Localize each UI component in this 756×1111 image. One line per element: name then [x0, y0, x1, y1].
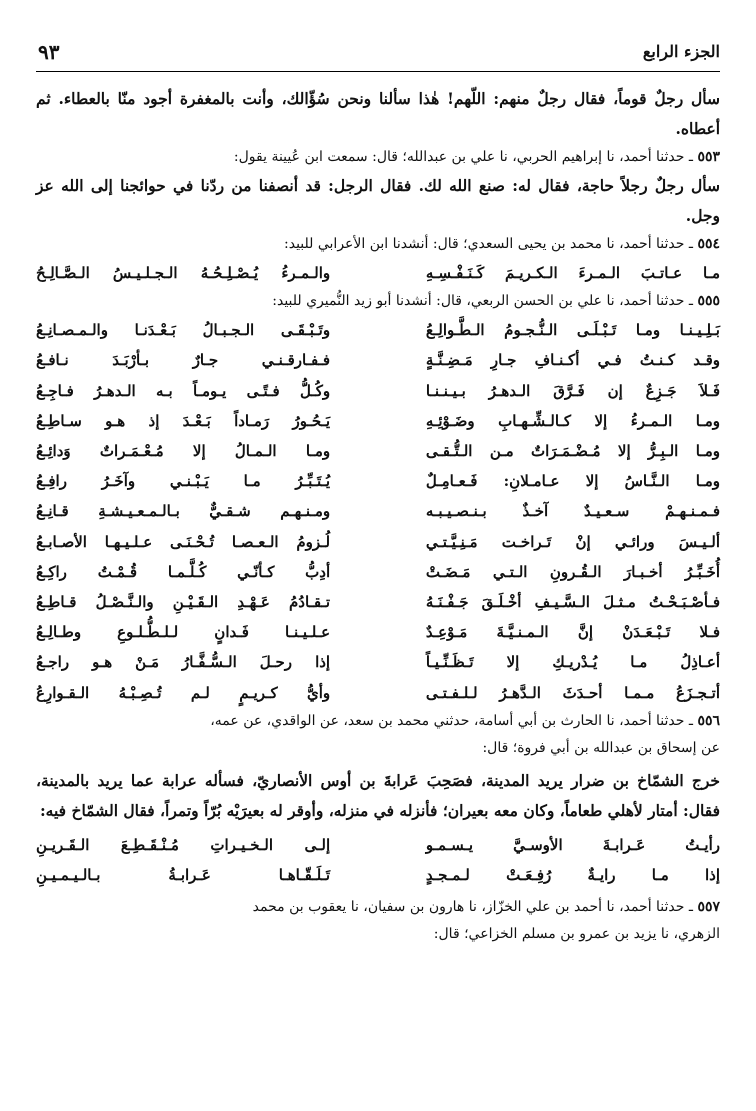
second-hemistich: فـفـارقـنـي جـارٌ بـأرْبَـدَ نـافـعُ	[36, 351, 331, 370]
hadith-number: ٥٥٦	[697, 712, 720, 729]
verse-line	[36, 860, 720, 890]
second-hemistich: ومـا الـمـالُ إلا مُـعْـمَـراتٌ وَدائِـعُ	[36, 442, 331, 461]
verse-line	[36, 557, 720, 587]
first-hemistich: ومـا الـنَّـاسُ إلا عـامـلانِ: فَـعـامِـلٌ	[425, 472, 720, 491]
first-hemistich: ومـا الـبِـرُّ إلا مُـضْـمَـرَاتٌ مـن الـتُّـقـى	[425, 442, 720, 461]
header-rule	[36, 71, 720, 72]
second-hemistich: وكُـلُّ فـتًـى يـومـاً بـه الـدهـرُ فـاجِـعُ	[36, 381, 331, 400]
second-hemistich: وأيُّ كـريـمٍ لـم تُـصِـبْـهُ الـقـوارِعُ	[36, 683, 331, 702]
hadith-555-chain	[36, 288, 720, 315]
hadith-556-text: خرج الشمّاخ بن ضرار يريد المدينة، فصَحِبَ عَرابةَ بن أوس الأنصاريّ، فسأله عرابة عما يريد بالمدينة، فقال: أمتار لأهلي طعاماً، وكان معه بعيران؛ فأنزله في منزله، وأوقر له بعيرَيْه بُرّاً وتمراً، فقال الشمّاخ فيه:	[36, 770, 720, 820]
second-hemistich: تـقـادُمُ عَـهْـدِ الـقَـيْـنِ والـنَّـصْـلُ قـاطِـعُ	[36, 592, 331, 611]
verse-line	[36, 677, 720, 707]
first-hemistich: ألـيـسَ ورائـي إنْ تَـراخـت مَـنِـيَّـتـي	[425, 532, 720, 551]
hadith-number: ٥٥٥	[697, 293, 720, 310]
verse-line	[36, 436, 720, 466]
first-hemistich: بَـلِـيـنـا ومـا تَـبْـلَـى الـنُّـجـومُ الـطَّـوالِـعُ	[425, 321, 720, 340]
verse-line	[36, 345, 720, 375]
page-body	[36, 84, 720, 948]
second-hemistich: والـمـرءُ يُـصْـلِـحُـهُ الـجـلـيـسُ الـصَّـالِـحُ	[36, 264, 331, 283]
hadith-556-chain-cont: عن إسحاق بن عبدالله بن أبي فروة؛ قال:	[482, 739, 720, 756]
first-hemistich: إذا مـا رايـةٌ رُفِـعَـتْ لـمـجـدٍ	[425, 865, 720, 884]
part-title: الجزء الرابع	[642, 42, 720, 61]
second-hemistich: إلـى الـخـيـراتِ مُـنْـقَـطِـعَ الـقَـريـنِ	[36, 835, 331, 854]
second-hemistich: ومـنـهـم شـقـيٌّ بـالـمـعـيـشـةِ قـانِـعُ	[36, 502, 331, 521]
second-hemistich: يَـحُـورُ رَمـاداً بَـعْـدَ إذ هـو سـاطِـعُ	[36, 411, 331, 430]
first-hemistich: أعـاذِلُ مـا يُـدْريـكِ إلا تَـظَـنِّـيـاً	[425, 653, 720, 672]
verse-line	[36, 496, 720, 526]
first-hemistich: ومـا الـمـرءُ إلا كـالـشِّـهـابِ وضَـوْئِـهِ	[425, 411, 720, 430]
verse-line	[36, 315, 720, 345]
first-hemistich: مـا عـاتـبَ الـمـرءَ الـكـريـمَ كَـنَـفْـسِـهِ	[425, 264, 720, 283]
verse-line	[36, 258, 720, 288]
page-number: ٩٣	[38, 40, 60, 64]
chain-text: ـ حدثنا أحمد، نا أحمد بن علي الخزّاز، نا هارون بن سفيان، نا يعقوب بن محمد	[252, 899, 698, 915]
second-hemistich: لُـزومُ الـعـصـا تُـحْـنَـى عـلـيـهـا الأصـابـعُ	[36, 532, 331, 551]
first-hemistich: أتـجـزَعُ مـمـا أحـدَثَ الـدَّهـرُ لـلـفـتـى	[425, 683, 720, 702]
chain-text: ـ حدثنا أحمد، نا إبراهيم الحربي، نا علي بن عبدالله؛ قال: سمعت ابن عُيينة يقول:	[233, 149, 698, 165]
hadith-number: ٥٥٧	[697, 899, 720, 915]
second-hemistich: عـلـيـنـا فَـدانٍ لـلـطُّـلـوعِ وطـالِـعُ	[36, 623, 331, 642]
second-hemistich: إذا رحـلَ الـسُّـفَّـارُ مَـنْ هـو راجـعُ	[36, 653, 331, 672]
poem-556	[36, 830, 720, 890]
hadith-557-chain	[36, 894, 720, 921]
hadith-number: ٥٥٤	[697, 236, 720, 252]
verse-line	[36, 587, 720, 617]
chain-text: ـ حدثنا أحمد، نا محمد بن يحيى السعدي؛ قال: أنشدنا ابن الأعرابي للبيد:	[284, 236, 698, 252]
second-hemistich: وتَـبْـقَـى الـجـبـالُ بَـعْـدَنـا والـمـصـانِـعُ	[36, 321, 331, 340]
first-hemistich: فـأصْـبَـحْـتُ مـثـلَ الـسَّـيـفِ أخْـلَـقَ جَـفْـنَـهُ	[425, 592, 720, 611]
first-hemistich: فَـلاَ جَـزِعٌ إن فَـرَّقَ الـدهـرُ بـيـنـنـا	[425, 381, 720, 400]
chain-text: ـ حدثنا أحمد، نا علي بن الحسن الربعي، قال: أنشدنا أبو زيد النُّميري للبيد:	[272, 293, 698, 310]
running-header	[38, 40, 720, 68]
chain-text: ـ حدثنا أحمد، نا الحارث بن أبي أسامة، حدثني محمد بن سعد، عن الواقدي، عن عمه،	[210, 712, 698, 729]
first-hemistich: فـمـنـهـمْ سـعـيـدٌ آخـذٌ بـنـصـيـبـه	[425, 502, 720, 521]
anecdote-paragraph: سأل رجلٌ قوماً، فقال رجلٌ منهم: اللّهم! هٰذا سألنا ونحن سُؤّالك، وأنت بالمغفرة أجود منّا بالعطاء. ثم أعطاه.	[36, 89, 720, 138]
hadith-554-chain	[36, 231, 720, 258]
second-hemistich: يُـتَـبِّـرُ مـا يَـبْـنـي وآخَـرُ رافِـعُ	[36, 472, 331, 491]
first-hemistich: رأيـتُ عَـرابـةَ الأوسـيَّ يـسـمـو	[425, 835, 720, 854]
verse-line	[36, 617, 720, 647]
poem-554	[36, 258, 720, 288]
first-hemistich: وقـد كـنـتُ فـي أكـنـافِ جـارِ مَـضِـنَّـةٍ	[425, 351, 720, 370]
hadith-553-chain	[36, 144, 720, 171]
hadith-557-chain-cont: الزهري، نا يزيد بن عمرو بن مسلم الخزاعي؛ قال:	[433, 926, 720, 942]
verse-line	[36, 830, 720, 860]
first-hemistich: أُخَـبِّـرُ أخـبـارَ الـقُـرونِ الـتـي مَـضَـتْ	[425, 562, 720, 581]
second-hemistich: تَـلَـقّـاهـا عَـرابـةُ بـالـيـمـيـنِ	[36, 865, 331, 884]
verse-line	[36, 527, 720, 557]
verse-line	[36, 647, 720, 677]
hadith-number: ٥٥٣	[697, 149, 720, 165]
first-hemistich: فـلا تَـبْـعَـدَنْ إنَّ الـمـنـيَّـةَ مَـوْعِـدٌ	[425, 623, 720, 642]
verse-line	[36, 376, 720, 406]
hadith-556-chain	[36, 708, 720, 735]
verse-line	[36, 406, 720, 436]
hadith-553-text: سأل رجلٌ رجلاً حاجة، فقال له: صنع الله لك. فقال الرجل: قد أنصفنا من ردّنا في حوائجنا إلى الله عز وجل.	[36, 176, 720, 225]
verse-line	[36, 466, 720, 496]
second-hemistich: أدِبُّ كـأنّـي كُـلَّـمـا قُـمْـتُ راكِـعُ	[36, 562, 331, 581]
poem-555	[36, 315, 720, 707]
